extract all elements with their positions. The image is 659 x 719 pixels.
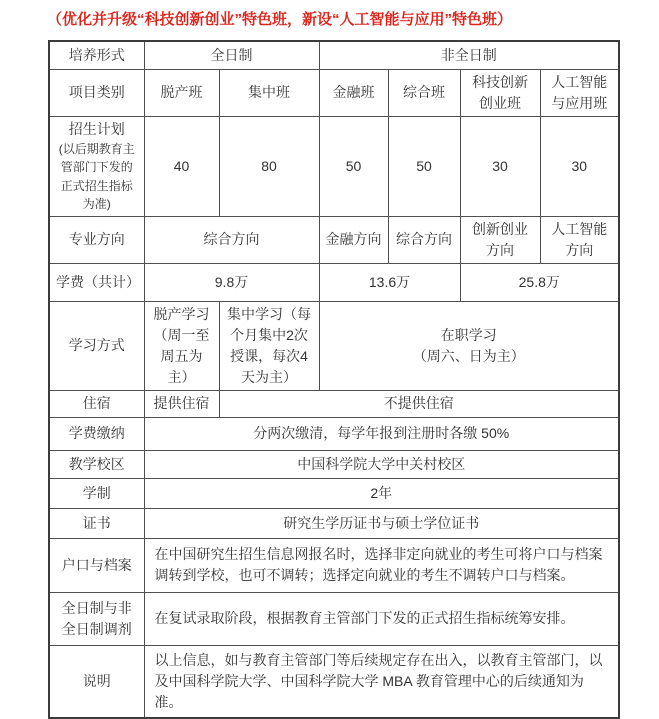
row-training-mode: [49, 41, 619, 69]
category-cell: 科技创新创业班: [460, 69, 540, 116]
direction-cell: 综合方向: [144, 216, 319, 263]
tuition-cell: 9.8万: [144, 263, 319, 301]
tuition-cell: 25.8万: [460, 263, 619, 301]
accommodation-not-provided: 不提供住宿: [219, 390, 619, 417]
campus-value: 中国科学院大学中关村校区: [144, 450, 619, 478]
notes-value: 以上信息，如与教育主管部门等后续规定存在出入，以教育主管部门，以及中国科学院大学、中国科学院大学 MBA 教育管理中心的后续通知为准。: [144, 645, 619, 718]
row-notes: [49, 645, 619, 718]
study-mode-offline: 脱产学习（周一至周五为主）: [144, 301, 219, 390]
campus-label: 教学校区: [49, 450, 144, 478]
study-mode-intensive: 集中学习（每个月集中2次授课，每次4天为主）: [219, 301, 319, 390]
study-mode-label: 学习方式: [49, 301, 144, 390]
enrollment-plan-label-sub: (以后期教育主管部门下发的正式招生指标为准): [58, 141, 135, 212]
row-major-direction: [49, 216, 619, 263]
category-cell: 脱产班: [144, 69, 219, 116]
training-mode-fulltime: 全日制: [144, 41, 319, 69]
tuition-cell: 13.6万: [319, 263, 460, 301]
enrollment-count: 30: [540, 116, 619, 216]
row-accommodation: [49, 390, 619, 417]
row-transfer-policy: [49, 592, 619, 645]
tuition-payment-value: 分两次缴清，每学年报到注册时各缴 50%: [144, 417, 619, 450]
row-enrollment-plan: [49, 116, 619, 216]
row-study-mode: [49, 301, 619, 390]
direction-cell: 金融方向: [319, 216, 388, 263]
study-mode-onjob-line1: 在职学习: [440, 326, 497, 343]
duration-value: 2年: [144, 478, 619, 508]
enrollment-plan-label: [49, 116, 144, 216]
accommodation-provided: 提供住宿: [144, 390, 219, 417]
row-residence-archives: [49, 538, 619, 592]
major-direction-label: 专业方向: [49, 216, 144, 263]
row-tuition: [49, 263, 619, 301]
admissions-info-table: [48, 40, 620, 719]
tuition-label: 学费（共计）: [49, 263, 144, 301]
residence-archives-value: 在中国研究生招生信息网报名时，选择非定向就业的考生可将户口与档案调转到学校，也可不调转；选择定向就业的考生不调转户口与档案。: [144, 538, 619, 592]
notes-label: 说明: [49, 645, 144, 718]
row-campus: [49, 450, 619, 478]
enrollment-count: 40: [144, 116, 219, 216]
category-cell: 集中班: [219, 69, 319, 116]
enrollment-plan-label-main: 招生计划: [68, 120, 125, 137]
category-cell: 金融班: [319, 69, 388, 116]
study-mode-onjob: [319, 301, 619, 390]
transfer-policy-value: 在复试录取阶段，根据教育主管部门下发的正式招生指标统筹安排。: [144, 592, 619, 645]
row-duration: [49, 478, 619, 508]
enrollment-count: 50: [388, 116, 460, 216]
certificate-label: 证书: [49, 508, 144, 538]
tuition-payment-label: 学费缴纳: [49, 417, 144, 450]
direction-cell: 综合方向: [388, 216, 460, 263]
duration-label: 学制: [49, 478, 144, 508]
row-tuition-payment: [49, 417, 619, 450]
row-certificate: [49, 508, 619, 538]
row-program-category: [49, 69, 619, 116]
study-mode-onjob-line2: （周六、日为主）: [412, 347, 525, 364]
training-mode-parttime: 非全日制: [319, 41, 619, 69]
residence-archives-label: 户口与档案: [49, 538, 144, 592]
category-cell: 综合班: [388, 69, 460, 116]
enrollment-count: 50: [319, 116, 388, 216]
transfer-policy-label: 全日制与非全日制调剂: [49, 592, 144, 645]
program-category-label: 项目类别: [49, 69, 144, 116]
enrollment-count: 80: [219, 116, 319, 216]
direction-cell: 人工智能方向: [540, 216, 619, 263]
category-cell: 人工智能与应用班: [540, 69, 619, 116]
direction-cell: 创新创业方向: [460, 216, 540, 263]
certificate-value: 研究生学历证书与硕士学位证书: [144, 508, 619, 538]
enrollment-count: 30: [460, 116, 540, 216]
page-title: （优化并升级“科技创新创业”特色班，新设“人工智能与应用”特色班）: [47, 11, 513, 28]
accommodation-label: 住宿: [49, 390, 144, 417]
training-mode-label: 培养形式: [49, 41, 144, 69]
